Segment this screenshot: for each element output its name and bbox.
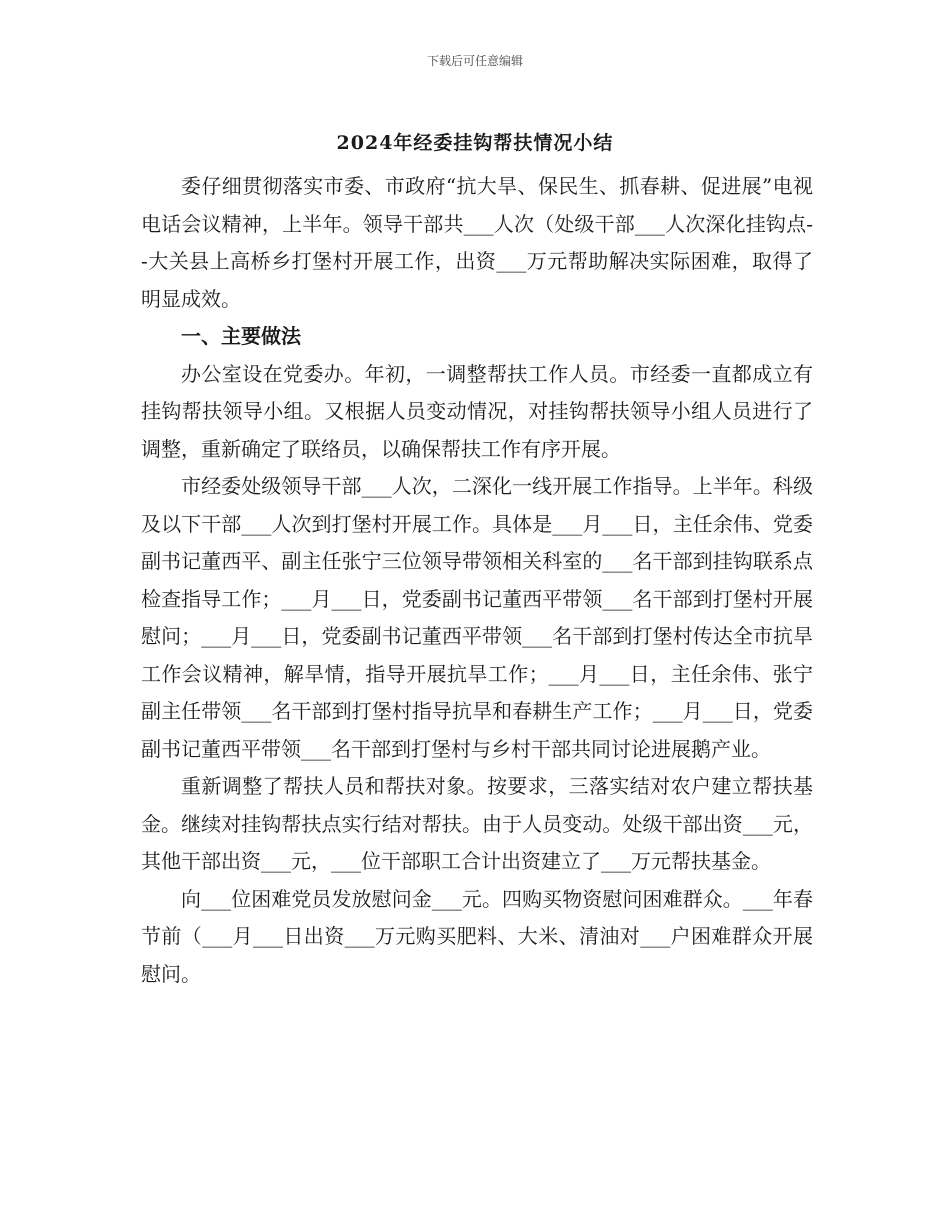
paragraph-intro: 委仔细贯彻落实市委、市政府“抗大旱、保民生、抓春耕、促进展”电视电话会议精神，上半年。领导干部共___人次（处级干部___人次深化挂钩点--大关县上高桥乡打堡村开展工作，出资___万元帮助解决实际困难，取得了明显成效。	[141, 174, 813, 311]
document-title: 2024年经委挂钩帮扶情况小结	[336, 132, 614, 154]
header-note: 下载后可任意编辑	[426, 54, 523, 68]
paragraph: 市经委处级领导干部___人次，二深化一线开展工作指导。上半年。科级及以下干部___人次到打堡村开展工作。具体是___月___日，主任余伟、党委副书记董西平、副主任张宁三位领导带领相关科室的___名干部到挂钩联系点检查指导工作；___月___日，党委副书记董西平带领___名干部到打堡村开展慰问；___月___日，党委副书记董西平带领___名干部到打堡村传达全市抗旱工作会议精神，解旱情，指导开展抗旱工作；___月___日，主任余伟、张宁副主任带领___名干部到打堡村指导抗旱和春耕生产工作；___月___日，党委副书记董西平带领___名干部到打堡村与乡村干部共同讨论进展鹅产业。	[141, 474, 813, 761]
section-heading: 一、主要做法	[181, 324, 301, 348]
document-body	[141, 168, 813, 993]
paragraph: 办公室设在党委办。年初，一调整帮扶工作人员。市经委一直都成立有挂钩帮扶领导小组。又根据人员变动情况，对挂钩帮扶领导小组人员进行了调整，重新确定了联络员，以确保帮扶工作有序开展。	[141, 361, 813, 461]
paragraph: 向___位困难党员发放慰问金___元。四购买物资慰问困难群众。___年春节前（___月___日出资___万元购买肥料、大米、清油对___户困难群众开展慰问。	[141, 886, 813, 986]
paragraph: 重新调整了帮扶人员和帮扶对象。按要求，三落实结对农户建立帮扶基金。继续对挂钩帮扶点实行结对帮扶。由于人员变动。处级干部出资___元，其他干部出资___元，___位干部职工合计出资建立了___万元帮扶基金。	[141, 774, 813, 873]
